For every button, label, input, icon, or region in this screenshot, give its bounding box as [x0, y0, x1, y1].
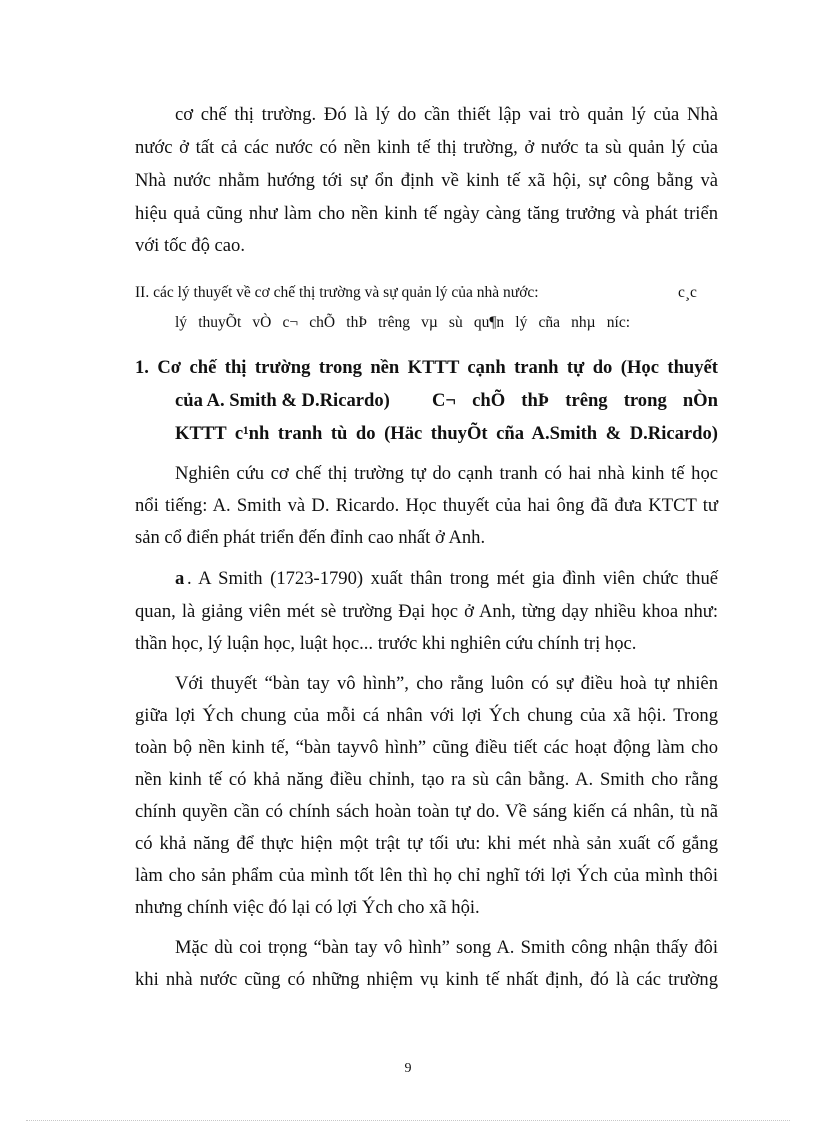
paragraph-4-line-1: Với thuyết “bàn tay vô hình”, cho rằng luôn có sự điều hoà tự nhiên	[175, 673, 718, 694]
section-2-heading-tail: c¸c	[678, 284, 697, 301]
paragraph-1-line-2: nước ở tất cả các nước có nền kinh tế thị trường, ở nước ta sù quản lý của	[135, 137, 718, 158]
heading-1-line-2a: của A. Smith & D.Ricardo)	[175, 390, 390, 411]
paragraph-4-line-6: có khả năng để thực hiện một trật tự tối ưu: khi mét nhà sản xuất cố gắng	[135, 833, 718, 854]
paragraph-2-line-2: nổi tiếng: A. Smith và D. Ricardo. Học thuyết của hai ông đã đưa KTCT tư	[135, 495, 718, 516]
paragraph-3-line-3: thần học, lý luận học, luật học... trước khi nghiên cứu chính trị học.	[135, 633, 637, 654]
section-2-heading-garbled: lý thuyÕt vÒ c¬ chÕ thÞ trêng vµ sù qu¶n lý cña nhµ níc:	[175, 314, 630, 331]
paragraph-4-line-3: toàn bộ nền kinh tế, “bàn tayvô hình” cũng điều tiết các hoạt động làm cho	[135, 737, 718, 758]
paragraph-1-line-3: Nhà nước nhằm hướng tới sự ổn định về kinh tế xã hội, sự công bằng và	[135, 170, 718, 191]
paragraph-3-marker: a	[175, 568, 185, 589]
heading-1-line-3: KTTT c¹nh tranh tù do (Häc thuyÕt cña A.Smith & D.Ricardo)	[175, 423, 718, 444]
paragraph-1-line-5: với tốc độ cao.	[135, 235, 246, 256]
paragraph-1-line-1: cơ chế thị trường. Đó là lý do cần thiết lập vai trò quản lý của Nhà	[175, 104, 718, 125]
paragraph-4-line-7: làm cho sản phẩm của mình tốt lên thì họ chỉ nghĩ tới lợi Ých của mình thôi	[135, 865, 718, 886]
paragraph-5-line-1: Mặc dù coi trọng “bàn tay vô hình” song A. Smith công nhận thấy đôi	[175, 937, 718, 958]
paragraph-5-line-2: khi nhà nước cũng có những nhiệm vụ kinh tế nhất định, đó là các trường	[135, 969, 718, 990]
paragraph-4-line-4: nền kinh tế có khả năng điều chỉnh, tạo ra sù cân bằng. A. Smith cho rằng	[135, 769, 718, 790]
paragraph-3-line-2: quan, là giảng viên mét sè trường Đại học ở Anh, từng dạy nhiều khoa như:	[135, 601, 718, 622]
page-number: 9	[404, 1061, 412, 1076]
heading-1-line-2b: C¬ chÕ thÞ trêng trong nÒn	[432, 390, 718, 411]
paragraph-1-line-4: hiệu quả cũng như làm cho nền kinh tế ngày càng tăng trưởng và phát triển	[135, 203, 718, 224]
heading-1-line-1: 1. Cơ chế thị trường trong nền KTTT cạnh tranh tự do (Học thuyết	[135, 357, 718, 378]
paragraph-2-line-3: sản cổ điển phát triển đến đỉnh cao nhất ở Anh.	[135, 527, 486, 548]
page-bottom-divider	[26, 1120, 790, 1121]
paragraph-4-line-2: giữa lợi Ých chung của mỗi cá nhân với lợi Ých chung của xã hội. Trong	[135, 705, 718, 726]
paragraph-3-line-1: . A Smith (1723-1790) xuất thân trong mét gia đình viên chức thuế	[187, 568, 718, 589]
paragraph-4-line-5: chính quyền cần có chính sách hoàn toàn tự do. Về sáng kiến cá nhân, tù nã	[135, 801, 718, 822]
section-2-heading: II. các lý thuyết về cơ chế thị trường và sự quản lý của nhà nước:	[135, 284, 539, 301]
paragraph-2-line-1: Nghiên cứu cơ chế thị trường tự do cạnh tranh có hai nhà kinh tế học	[175, 463, 718, 484]
paragraph-4-line-8: nhưng chính việc đó lại có lợi Ých cho xã hội.	[135, 897, 480, 918]
